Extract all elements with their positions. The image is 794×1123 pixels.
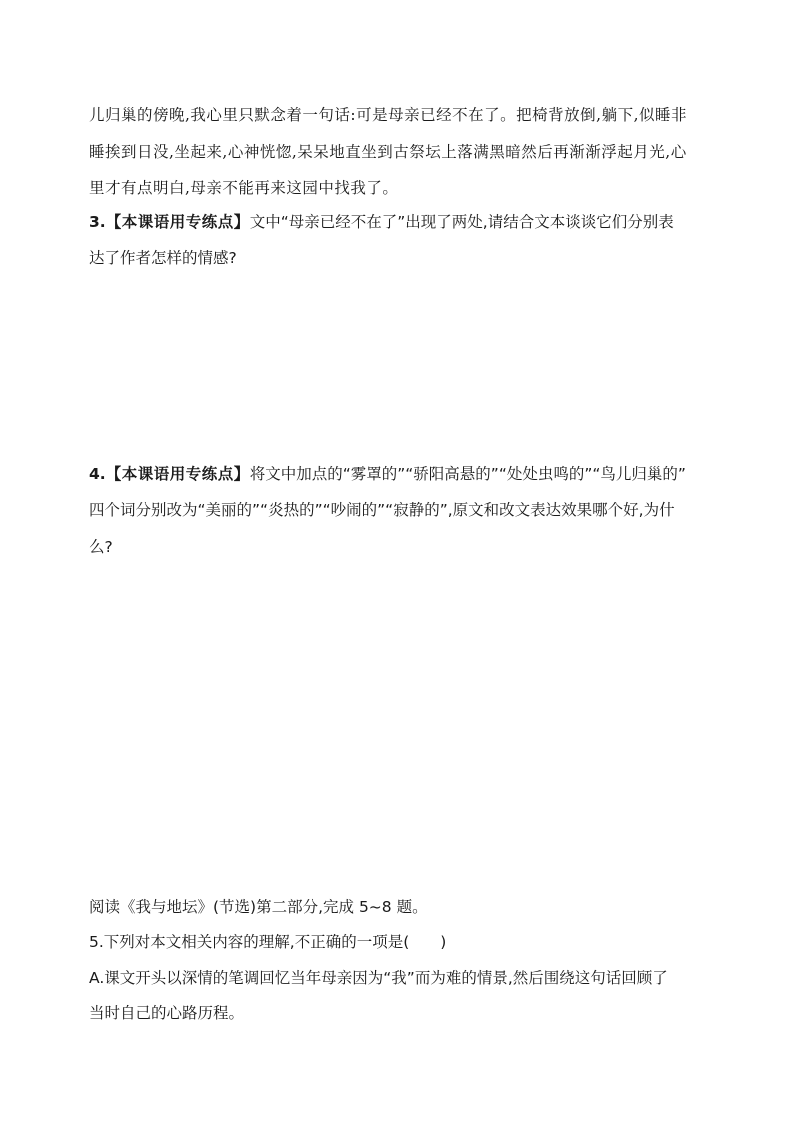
passage-line-1: 儿归巢的傍晚,我心里只默念着一句话:可是母亲已经不在了。把椅背放倒,躺下,似睡非 <box>89 106 688 124</box>
question-5-stem: 5.下列对本文相关内容的理解,不正确的一项是( ) <box>89 933 447 951</box>
question-4-number: 4. <box>89 465 106 483</box>
passage-line-2: 睡挨到日没,坐起来,心神恍惚,呆呆地直坐到古祭坛上落满黑暗然后再渐渐浮起月光,心 <box>89 143 687 161</box>
question-3-tag: 【本课语用专练点】 <box>105 212 250 231</box>
question-3-text-1: 文中“母亲已经不在了”出现了两处,请结合文本谈谈它们分别表 <box>249 213 674 231</box>
question-3 <box>89 212 709 232</box>
question-4 <box>89 464 709 484</box>
question-3-number: 3. <box>89 213 106 231</box>
question-4-text-1: 将文中加点的“雾罩的”“骄阳高悬的”“处处虫鸣的”“鸟儿归巢的” <box>249 465 686 483</box>
question-4-text-3: 么? <box>89 538 113 556</box>
question-5-option-a-line-2: 当时自己的心路历程。 <box>89 1004 245 1022</box>
question-5-option-a-line-1: A.课文开头以深情的笔调回忆当年母亲因为“我”而为难的情景,然后围绕这句话回顾了 <box>89 969 668 987</box>
question-3-text-2: 达了作者怎样的情感? <box>89 249 237 267</box>
passage-line-3: 里才有点明白,母亲不能再来这园中找我了。 <box>89 179 399 197</box>
question-4-tag: 【本课语用专练点】 <box>105 464 250 483</box>
question-4-text-2: 四个词分别改为“美丽的”“炎热的”“吵闹的”“寂静的”,原文和改文表达效果哪个好,为什 <box>89 501 675 519</box>
reading-instruction: 阅读《我与地坛》(节选)第二部分,完成 5~8 题。 <box>89 898 428 916</box>
